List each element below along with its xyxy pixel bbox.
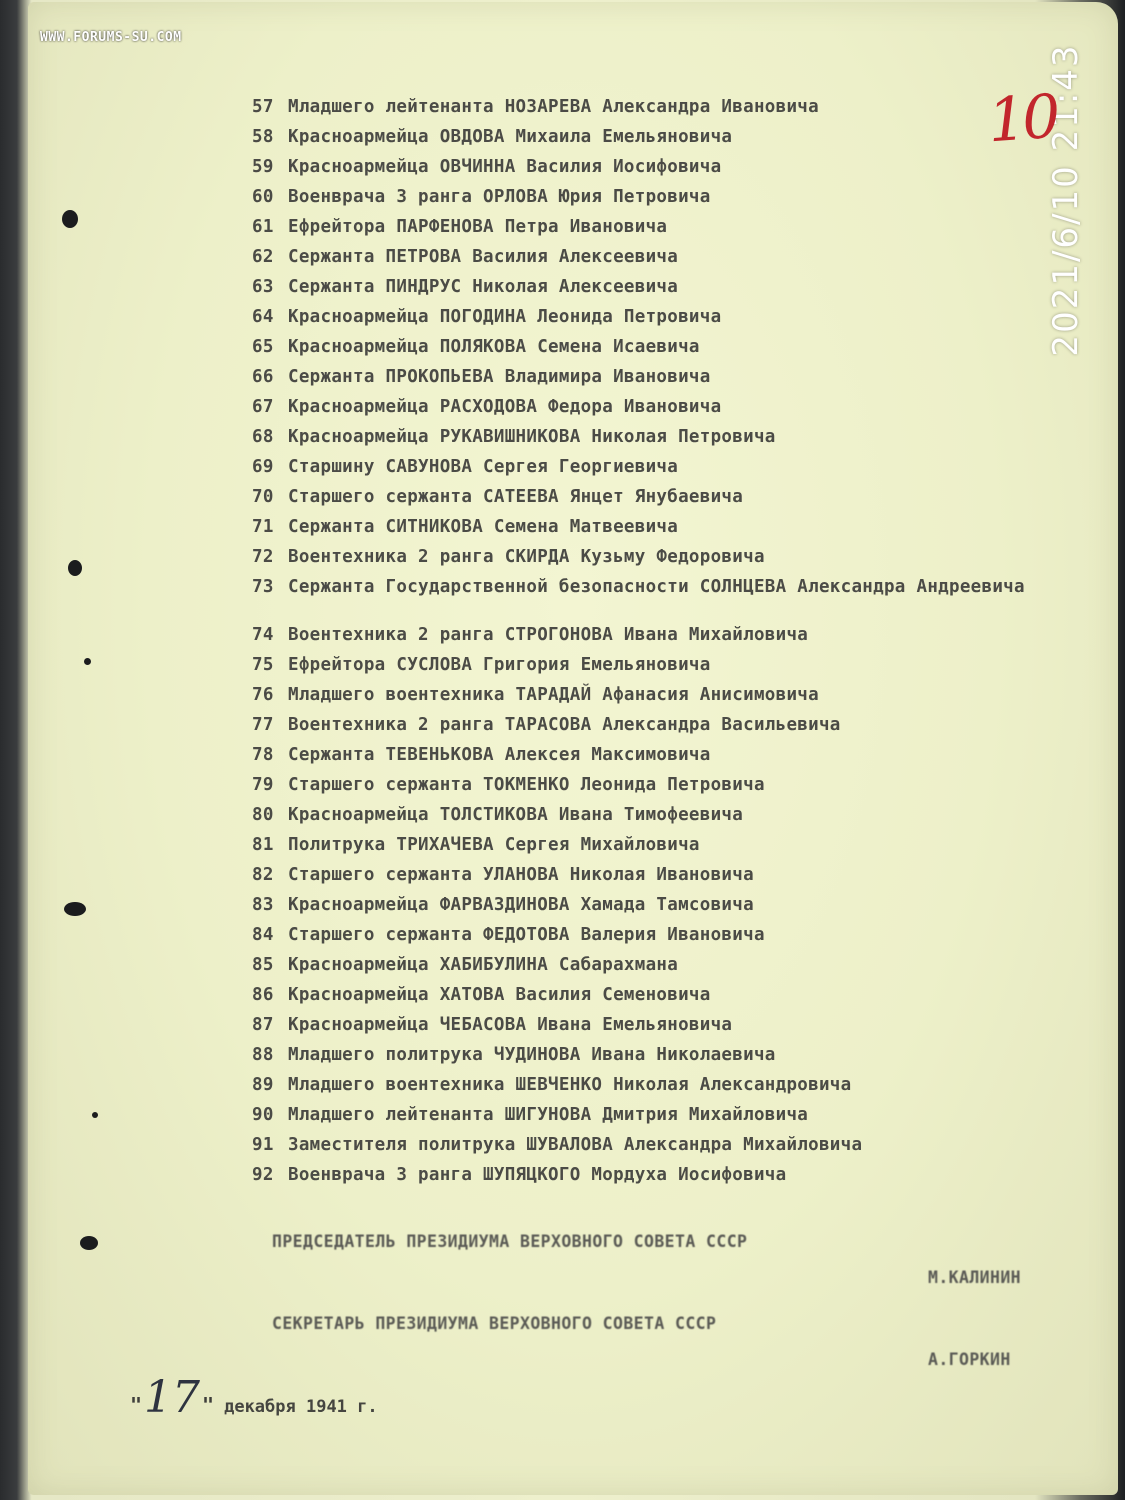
list-item-number: 61 bbox=[252, 217, 274, 237]
list-item-number: 71 bbox=[252, 517, 274, 537]
chairman-title: ПРЕДСЕДАТЕЛЬ ПРЕЗИДИУМА ВЕРХОВНОГО СОВЕТА СССР bbox=[272, 1232, 748, 1251]
list-item-number: 67 bbox=[252, 397, 274, 417]
list-item bbox=[252, 830, 1082, 860]
list-item-text: Красноармейца ОВДОВА Михаила Емельяновича bbox=[288, 127, 733, 147]
list-item bbox=[252, 482, 1082, 512]
list-item-text: Сержанта СИТНИКОВА Семена Матвеевича bbox=[288, 517, 679, 537]
list-item-text: Воентехника 2 ранга СКИРДА Кузьму Федоровича bbox=[288, 547, 765, 567]
list-item-text: Красноармейца ЧЕБАСОВА Ивана Емельяновича bbox=[288, 1015, 733, 1035]
list-item bbox=[252, 650, 1082, 680]
list-item-text: Красноармейца РУКАВИШНИКОВА Николая Петровича bbox=[288, 427, 776, 447]
list-item-text: Заместителя политрука ШУВАЛОВА Александра Михайловича bbox=[288, 1135, 863, 1155]
date-day: 17 bbox=[144, 1372, 201, 1423]
photo-timestamp: 2021/6/10 21:43 bbox=[1046, 43, 1086, 357]
list-item bbox=[252, 422, 1082, 452]
list-item-number: 70 bbox=[252, 487, 274, 507]
list-item-text: Сержанта ПИНДРУС Николая Алексеевича bbox=[288, 277, 679, 297]
list-item-text: Младшего воентехника ТАРАДАЙ Афанасия Анисимовича bbox=[288, 685, 819, 705]
list-item bbox=[252, 1010, 1082, 1040]
list-item-number: 66 bbox=[252, 367, 274, 387]
list-item bbox=[252, 860, 1082, 890]
list-item-number: 76 bbox=[252, 685, 274, 705]
list-item bbox=[252, 122, 1082, 152]
list-item bbox=[252, 680, 1082, 710]
list-item-number: 77 bbox=[252, 715, 274, 735]
list-item-number: 86 bbox=[252, 985, 274, 1005]
list-item bbox=[252, 950, 1082, 980]
list-item-number: 84 bbox=[252, 925, 274, 945]
list-item-text: Старшего сержанта ТОКМЕНКО Леонида Петровича bbox=[288, 775, 765, 795]
list-item-text: Сержанта ТЕВЕНЬКОВА Алексея Максимовича bbox=[288, 745, 711, 765]
list-item-text: Старшего сержанта УЛАНОВА Николая Ивановича bbox=[288, 865, 754, 885]
list-item-number: 89 bbox=[252, 1075, 274, 1095]
watermark: WWW.FORUMS-SU.COM bbox=[40, 30, 182, 45]
chairman-name: М.КАЛИНИН bbox=[928, 1268, 1022, 1287]
list-item-number: 62 bbox=[252, 247, 274, 267]
page-number-mark: 10 bbox=[985, 81, 1059, 157]
list-item-text: Красноармейца ОВЧИННА Василия Иосифовича bbox=[288, 157, 722, 177]
list-item-text: Красноармейца ПОГОДИНА Леонида Петровича bbox=[288, 307, 722, 327]
list-item bbox=[252, 392, 1082, 422]
list-item-text: Младшего лейтенанта ШИГУНОВА Дмитрия Михайловича bbox=[288, 1105, 809, 1125]
date-month-year: декабря 1941 г. bbox=[224, 1397, 378, 1417]
list-item bbox=[252, 152, 1082, 182]
list-item bbox=[252, 362, 1082, 392]
list-item-text: Красноармейца РАСХОДОВА Федора Ивановича bbox=[288, 397, 722, 417]
list-item-number: 59 bbox=[252, 157, 274, 177]
list-item-text: Младшего лейтенанта НОЗАРЕВА Александра Ивановича bbox=[288, 97, 819, 117]
punch-hole bbox=[84, 658, 91, 665]
list-item-text: Младшего воентехника ШЕВЧЕНКО Николая Александровича bbox=[288, 1075, 852, 1095]
document-date bbox=[130, 1372, 378, 1423]
award-list bbox=[252, 92, 1082, 1190]
list-item bbox=[252, 512, 1082, 542]
list-item bbox=[252, 302, 1082, 332]
list-item-text: Ефрейтора СУСЛОВА Григория Емельяновича bbox=[288, 655, 711, 675]
list-item-number: 92 bbox=[252, 1165, 274, 1185]
list-item-text: Воентехника 2 ранга ТАРАСОВА Александра Васильевича bbox=[288, 715, 841, 735]
list-item-number: 69 bbox=[252, 457, 274, 477]
list-item-number: 90 bbox=[252, 1105, 274, 1125]
list-item-text: Старшего сержанта ФЕДОТОВА Валерия Ивановича bbox=[288, 925, 765, 945]
list-item-number: 65 bbox=[252, 337, 274, 357]
list-item-text: Сержанта ПРОКОПЬЕВА Владимира Ивановича bbox=[288, 367, 711, 387]
list-item bbox=[252, 1070, 1082, 1100]
list-item-number: 82 bbox=[252, 865, 274, 885]
list-item bbox=[252, 572, 1082, 620]
list-item-number: 85 bbox=[252, 955, 274, 975]
list-item bbox=[252, 92, 1082, 122]
list-item-text: Красноармейца ПОЛЯКОВА Семена Исаевича bbox=[288, 337, 700, 357]
list-item bbox=[252, 542, 1082, 572]
list-item-number: 73 bbox=[252, 577, 274, 597]
date-open-quote: " bbox=[130, 1393, 143, 1417]
secretary-name: А.ГОРКИН bbox=[928, 1350, 1011, 1369]
list-item bbox=[252, 212, 1082, 242]
list-item bbox=[252, 710, 1082, 740]
list-item-number: 91 bbox=[252, 1135, 274, 1155]
list-item-text: Красноармейца ТОЛСТИКОВА Ивана Тимофеевича bbox=[288, 805, 744, 825]
date-close-quote: " bbox=[202, 1393, 215, 1417]
secretary-title: СЕКРЕТАРЬ ПРЕЗИДИУМА ВЕРХОВНОГО СОВЕТА СССР bbox=[272, 1314, 717, 1333]
list-item-text: Политрука ТРИХАЧЕВА Сергея Михайловича bbox=[288, 835, 700, 855]
list-item-text: Красноармейца ХАБИБУЛИНА Сабарахмана bbox=[288, 955, 679, 975]
list-item-text: Сержанта ПЕТРОВА Василия Алексеевича bbox=[288, 247, 679, 267]
punch-hole bbox=[80, 1236, 98, 1250]
punch-hole bbox=[62, 210, 78, 228]
list-item bbox=[252, 242, 1082, 272]
list-item-text: Старшину САВУНОВА Сергея Георгиевича bbox=[288, 457, 679, 477]
list-item-number: 78 bbox=[252, 745, 274, 765]
list-item-number: 63 bbox=[252, 277, 274, 297]
list-item bbox=[252, 980, 1082, 1010]
list-item-number: 72 bbox=[252, 547, 274, 567]
list-item-text: Красноармейца ФАРВАЗДИНОВА Хамада Тамсовича bbox=[288, 895, 754, 915]
punch-hole bbox=[92, 1112, 98, 1118]
list-item-number: 79 bbox=[252, 775, 274, 795]
list-item bbox=[252, 740, 1082, 770]
list-item bbox=[252, 890, 1082, 920]
list-item-number: 74 bbox=[252, 625, 274, 645]
list-item-text: Ефрейтора ПАРФЕНОВА Петра Ивановича bbox=[288, 217, 668, 237]
list-item-number: 81 bbox=[252, 835, 274, 855]
list-item-number: 58 bbox=[252, 127, 274, 147]
list-item bbox=[252, 770, 1082, 800]
punch-hole bbox=[64, 902, 86, 916]
list-item bbox=[252, 1040, 1082, 1070]
list-item-text: Воентехника 2 ранга СТРОГОНОВА Ивана Михайловича bbox=[288, 625, 809, 645]
list-item bbox=[252, 620, 1082, 650]
list-item-number: 60 bbox=[252, 187, 274, 207]
list-item bbox=[252, 332, 1082, 362]
list-item-number: 83 bbox=[252, 895, 274, 915]
list-item-number: 64 bbox=[252, 307, 274, 327]
list-item bbox=[252, 272, 1082, 302]
list-item bbox=[252, 452, 1082, 482]
list-item bbox=[252, 1100, 1082, 1130]
list-item-number: 75 bbox=[252, 655, 274, 675]
list-item bbox=[252, 182, 1082, 212]
list-item-number: 57 bbox=[252, 97, 274, 117]
list-item bbox=[252, 920, 1082, 950]
list-item-text: Сержанта Государственной безопасности СОЛНЦЕВА Александра Андреевича bbox=[288, 577, 1025, 597]
list-item-number: 87 bbox=[252, 1015, 274, 1035]
list-item bbox=[252, 800, 1082, 830]
list-item-text: Военврача 3 ранга ШУПЯЦКОГО Мордуха Иосифовича bbox=[288, 1165, 787, 1185]
punch-hole bbox=[68, 560, 82, 576]
list-item-text: Младшего политрука ЧУДИНОВА Ивана Николаевича bbox=[288, 1045, 776, 1065]
list-item-text: Военврача 3 ранга ОРЛОВА Юрия Петровича bbox=[288, 187, 711, 207]
list-item-number: 80 bbox=[252, 805, 274, 825]
list-item-number: 68 bbox=[252, 427, 274, 447]
list-item bbox=[252, 1130, 1082, 1160]
list-item-text: Красноармейца ХАТОВА Василия Семеновича bbox=[288, 985, 711, 1005]
list-item-text: Старшего сержанта САТЕЕВА Янцет Янубаевича bbox=[288, 487, 744, 507]
list-item bbox=[252, 1160, 1082, 1190]
list-item-number: 88 bbox=[252, 1045, 274, 1065]
